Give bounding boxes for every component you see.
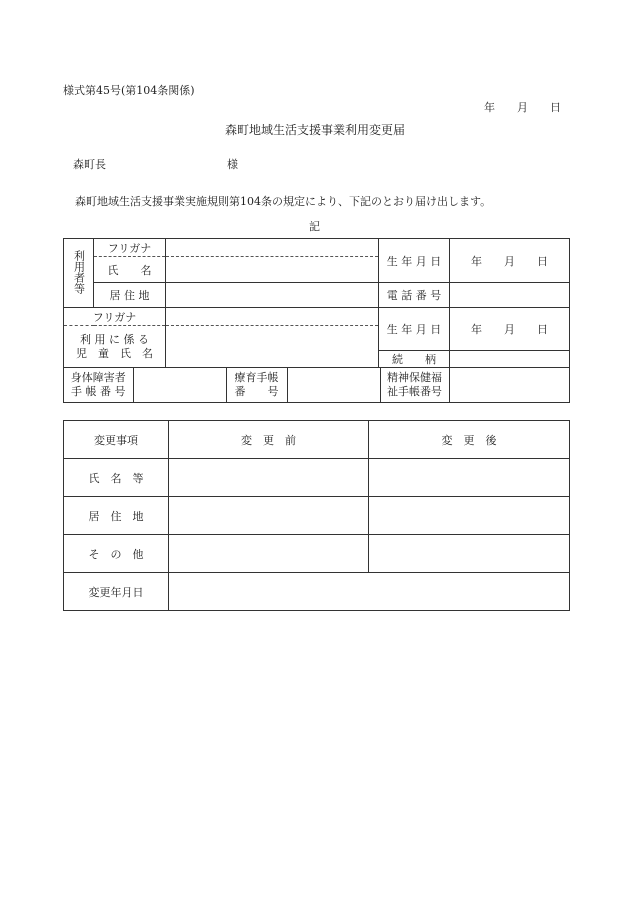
mental-field[interactable] [449,368,570,402]
child-birth-value[interactable]: 年 月 日 [450,308,570,351]
header-before: 変 更 前 [169,421,369,459]
handbook-subtable [64,368,570,402]
child-name-field[interactable] [166,326,379,368]
name-before-field[interactable] [169,459,369,497]
name-label: 氏 名 [94,257,166,283]
body-text: 森町地域生活支援事業実施規則第104条の規定により、下記のとおり届け出します。 [75,195,492,208]
row-label-name: 氏 名 等 [64,459,169,497]
header-after: 変 更 後 [369,421,570,459]
row-label-other: そ の 他 [64,535,169,573]
child-name-label: 利 用 に 係 る 児 童 氏 名 [64,326,166,368]
other-after-field[interactable] [369,535,570,573]
furigana-field[interactable] [166,239,379,257]
birth-value[interactable]: 年 月 日 [450,239,570,283]
address-before-field[interactable] [169,497,369,535]
disability-field[interactable] [133,368,226,402]
relation-field[interactable] [450,351,570,368]
phone-label: 電 話 番 号 [379,283,450,308]
header-change-item: 変更事項 [64,421,169,459]
ki-label: 記 [309,220,320,233]
address-label: 居 住 地 [94,283,166,308]
change-date-label: 変更年月日 [64,573,169,611]
mental-label: 精神保健福 祉手帳番号 [380,368,449,402]
row-label-address: 居 住 地 [64,497,169,535]
submission-date: 年 月 日 [484,101,561,114]
furigana-label: フリガナ [94,239,166,257]
name-after-field[interactable] [369,459,570,497]
child-furigana-field[interactable] [166,308,379,326]
ryoiku-label: 療育手帳 番 号 [226,368,287,402]
relation-label: 続 柄 [379,351,450,368]
phone-field[interactable] [450,283,570,308]
ryoiku-field[interactable] [287,368,380,402]
disability-label: 身体障害者 手 帳 番 号 [64,368,133,402]
recipient: 森町長 [73,158,106,171]
applicant-table [63,238,570,403]
address-field[interactable] [166,283,379,308]
form-number: 様式第45号(第104条関係) [63,84,195,97]
change-table [63,420,570,611]
honorific: 様 [227,158,238,171]
child-birth-label: 生 年 月 日 [379,308,450,351]
birth-label: 生 年 月 日 [379,239,450,283]
user-group-label: 利用者等 [64,239,94,308]
change-date-field[interactable] [169,573,570,611]
other-before-field[interactable] [169,535,369,573]
handbook-row [64,368,570,403]
document-title: 森町地域生活支援事業利用変更届 [225,123,406,137]
child-furigana-label: フリガナ [64,308,166,326]
address-after-field[interactable] [369,497,570,535]
name-field[interactable] [166,257,379,283]
